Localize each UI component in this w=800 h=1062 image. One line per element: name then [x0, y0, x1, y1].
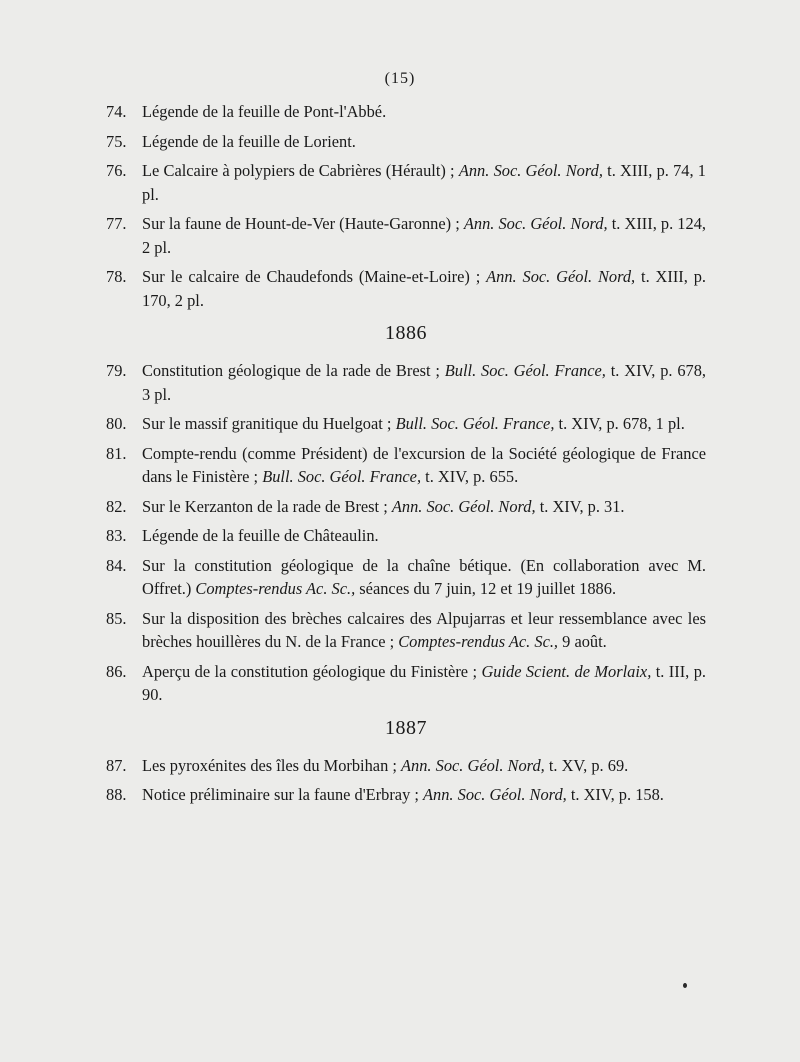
entry-number: 87. [106, 755, 127, 775]
journal-title: Ann. Soc. Géol. Nord, [423, 785, 567, 804]
entry-fragment: t. XIV, p. 678, 1 pl. [554, 414, 685, 433]
bibliography-entry [106, 754, 706, 778]
entry-number: 86. [106, 661, 127, 681]
entry-text [142, 212, 706, 259]
journal-title: Ann. Soc. Géol. Nord, [463, 214, 608, 233]
entry-number: 88. [106, 785, 127, 804]
entry-fragment: Sur la constitution géologique de la chaîne bétique. (En collaboration avec M. Offret.) [142, 555, 706, 598]
journal-title: Ann. Soc. Géol. Nord, [486, 267, 636, 286]
entry-number: 74. [106, 102, 127, 121]
bibliography-entry [106, 783, 706, 807]
entry-fragment: Constitution géologique de la rade de Brest ; [142, 361, 445, 380]
entry-fragment: t. XIV, p. 678, 3 pl. [142, 361, 707, 404]
entry-fragment: 9 août. [558, 632, 607, 651]
entry-number: 83. [106, 526, 127, 545]
entry-fragment: Sur le massif granitique du Huelgoat ; [142, 414, 396, 433]
entry-text [142, 495, 706, 519]
entry-text [142, 412, 706, 436]
entry-fragment: Les pyroxénites des îles du Morbihan ; [142, 755, 402, 775]
bibliography-entry [106, 442, 706, 489]
entry-fragment: Légende de la feuille de Lorient. [142, 131, 356, 151]
entry-fragment: t. XIV, p. 655. [421, 467, 519, 486]
section [106, 717, 706, 807]
entry-fragment: t. XV, p. 69. [544, 755, 629, 775]
entry-text [142, 159, 706, 206]
bibliography-entry [106, 607, 706, 654]
section [106, 100, 706, 312]
entry-text [142, 660, 706, 707]
entry-number: 79. [106, 361, 127, 380]
entry-number: 77. [106, 214, 127, 233]
entry-fragment: t. XIII, p. 170, 2 pl. [142, 267, 706, 310]
bibliography-entry [106, 212, 706, 259]
entry-number: 84. [106, 555, 127, 575]
bibliography-list [106, 100, 706, 813]
bibliography-entry [106, 100, 706, 124]
bibliography-entry [106, 412, 706, 436]
journal-title: Bull. Soc. Géol. France, [395, 414, 555, 433]
entry-text [142, 607, 706, 654]
journal-title: Ann. Soc. Géol. Nord, [458, 161, 603, 180]
entry-fragment: Compte-rendu (comme Président) de l'excursion de la Société géologique de France dans le Finistère ; [142, 443, 706, 486]
bibliography-entry [106, 554, 706, 601]
entry-number: 82. [106, 496, 127, 516]
entry-text [142, 754, 706, 778]
entry-fragment: t. XIV, p. 31. [535, 496, 625, 516]
year-heading: 1887 [385, 716, 427, 739]
bibliography-entry [106, 130, 706, 154]
bibliography-entry [106, 359, 706, 406]
entry-fragment: Légende de la feuille de Châteaulin. [142, 526, 379, 545]
journal-title: Ann. Soc. Géol. Nord, [391, 496, 536, 516]
entry-fragment: Sur le Kerzanton de la rade de Brest ; [142, 496, 392, 516]
bibliography-entry [106, 159, 706, 206]
bibliography-entry [106, 265, 706, 312]
section [106, 322, 706, 707]
bibliography-entry [106, 524, 706, 548]
entry-text [142, 554, 706, 601]
journal-title: Bull. Soc. Géol. France, [444, 361, 606, 380]
entry-text [142, 783, 706, 807]
journal-title: Bull. Soc. Géol. France, [262, 467, 422, 486]
entry-number: 78. [106, 267, 127, 286]
entry-text [142, 359, 706, 406]
entry-number: 81. [106, 443, 127, 463]
entry-number: 85. [106, 608, 127, 628]
ink-speck [683, 983, 687, 988]
bibliography-entry [106, 660, 706, 707]
journal-title: Comptes-rendus Ac. Sc., [398, 632, 559, 651]
entry-text [142, 100, 706, 124]
journal-title: Ann. Soc. Géol. Nord, [401, 755, 545, 775]
entry-fragment: séances du 7 juin, 12 et 19 juillet 1886. [355, 579, 617, 598]
entry-number: 75. [106, 131, 127, 151]
entry-number: 80. [106, 414, 127, 433]
entry-fragment: Légende de la feuille de Pont-l'Abbé. [142, 102, 387, 121]
year-heading: 1886 [385, 322, 427, 344]
entry-fragment: Aperçu de la constitution géologique du Finistère ; [142, 661, 482, 681]
entry-fragment: Sur la faune de Hount-de-Ver (Haute-Garonne) ; [142, 214, 464, 233]
entry-text [142, 130, 706, 154]
journal-title: Guide Scient. de Morlaix, [481, 661, 652, 681]
page-number: (15) [384, 70, 416, 87]
entry-text [142, 524, 706, 548]
bibliography-entry [106, 495, 706, 519]
entry-fragment: t. XIV, p. 158. [566, 785, 664, 804]
entry-fragment: t. XIII, p. 74, 1 pl. [142, 161, 706, 204]
entry-fragment: Notice préliminaire sur la faune d'Erbray ; [142, 785, 424, 804]
entry-text [142, 265, 706, 312]
entry-fragment: Sur la disposition des brèches calcaires des Alpujarras et leur ressemblance avec les brèches houillères du N. de la France ; [142, 608, 706, 651]
entry-number: 76. [106, 161, 127, 180]
entry-text [142, 442, 706, 489]
entry-fragment: Le Calcaire à polypiers de Cabrières (Hérault) ; [142, 161, 459, 180]
entry-fragment: t. III, p. 90. [142, 661, 706, 704]
entry-fragment: t. XIII, p. 124, 2 pl. [142, 214, 706, 257]
entry-fragment: Sur le calcaire de Chaudefonds (Maine-et-Loire) ; [142, 267, 487, 286]
journal-title: Comptes-rendus Ac. Sc., [195, 579, 356, 598]
